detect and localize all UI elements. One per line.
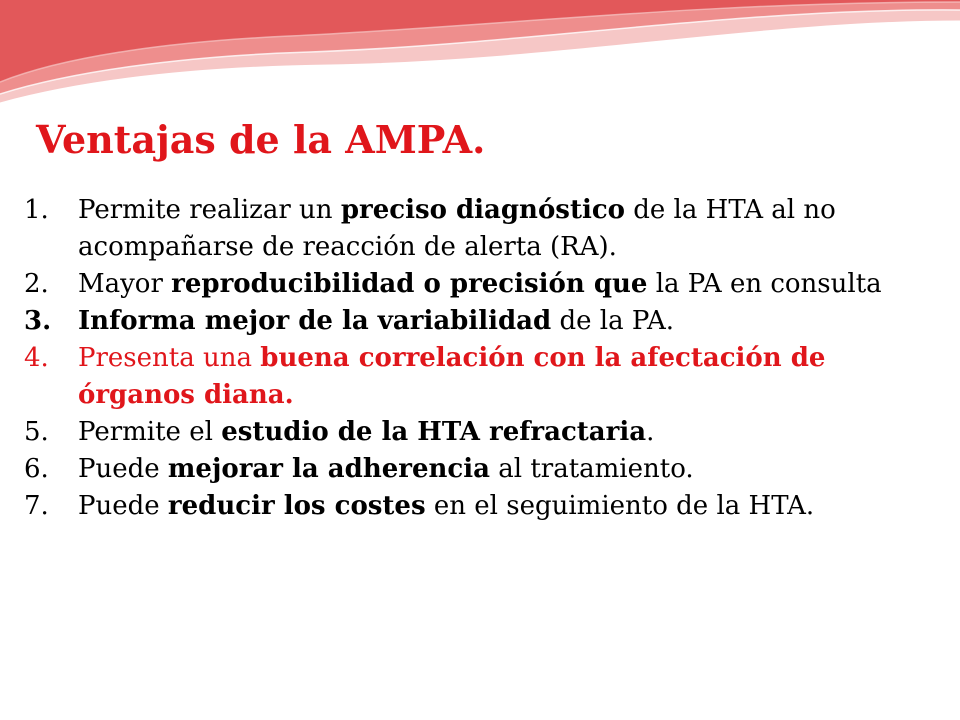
list-item	[24, 414, 924, 451]
list-item-highlighted	[24, 340, 924, 414]
item-text: Mayor reproducibilidad o precisión que la PA en consulta	[78, 269, 882, 299]
item-number: 2.	[24, 269, 49, 299]
list-item	[24, 266, 924, 303]
item-number: 1.	[24, 195, 49, 225]
item-text: Informa mejor de la variabilidad de la PA.	[78, 306, 674, 336]
item-number: 3.	[24, 306, 52, 336]
item-text: Puede mejorar la adherencia al tratamiento.	[78, 454, 694, 484]
list-item	[24, 192, 924, 266]
list-item	[24, 488, 924, 525]
item-text: Permite el estudio de la HTA refractaria.	[78, 417, 655, 447]
item-number: 7.	[24, 491, 49, 521]
list-item	[24, 451, 924, 488]
advantages-list	[24, 192, 924, 525]
item-number: 6.	[24, 454, 49, 484]
item-number: 5.	[24, 417, 49, 447]
item-number: 4.	[24, 343, 49, 373]
header-wave-decoration	[0, 0, 960, 130]
item-text: Permite realizar un preciso diagnóstico de la HTA al no acompañarse de reacción de alerta (RA).	[78, 195, 836, 262]
item-text: Presenta una buena correlación con la afectación de órganos diana.	[78, 343, 826, 410]
item-text: Puede reducir los costes en el seguimiento de la HTA.	[78, 491, 815, 521]
slide-title: Ventajas de la AMPA.	[36, 117, 486, 162]
list-item	[24, 303, 924, 340]
